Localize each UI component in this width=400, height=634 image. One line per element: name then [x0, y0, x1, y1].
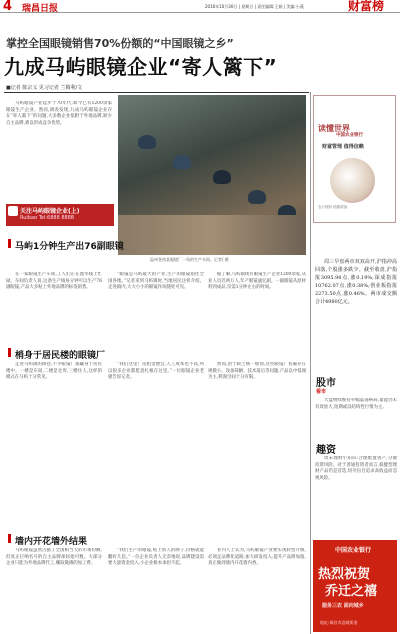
kicker-headline: 掌控全国眼镜销售70%份额的“中国眼镜之乡”	[6, 37, 234, 50]
section-name: 财富榜	[348, 0, 385, 13]
ad-headline-1: 热烈祝贺	[318, 567, 371, 582]
factory-photo	[118, 95, 306, 255]
section-header-misc: 趣资	[316, 445, 336, 456]
subhead-marker	[8, 239, 11, 248]
section-header-stocks: 股市	[316, 378, 336, 389]
bank-logo-text: 中国农业银行	[335, 547, 372, 554]
column-banner-sub: Ruibao Tel:6888 8888	[20, 215, 75, 221]
section-subheader: 看市	[316, 389, 327, 395]
body-column: 马屿眼镜虽然占据了全国相当大的市场份额,但真正打响名号的自主品牌却屈指可数。大部分企业只能为外地品牌代工,赚取微薄的加工费。	[6, 548, 102, 567]
newspaper-icon	[8, 206, 18, 216]
ad-footer: 地址:瑞昌市湓城街道	[320, 620, 358, 625]
column-divider	[310, 92, 311, 634]
divider	[4, 92, 309, 93]
paper-name: 瑞昌日报	[22, 4, 59, 14]
column-banner-title: 关注马屿眼镜企业(上)	[20, 208, 80, 215]
subhead-2: 梢身于居民楼的眼镜厂	[15, 351, 106, 361]
body-column: 在一家眼镜生产车间,工人们正在流水线上忙碌。车间负责人说,这条生产线每分钟可以生产76副眼镜,产品大多贴上外地品牌的标签销售。	[6, 272, 102, 291]
globe-icon	[330, 158, 375, 203]
misc-text: 周末理财小知识:合理配置资产,分散投资风险。对于普通投资者而言,稳健型理财产品仍是首选,切勿盲目追求高收益而忽视风险。	[315, 456, 397, 481]
lead-paragraph: 马屿眼镜产业起步于70年代,如今已有1200余家眼镜生产企业。然而,调查发现,九成马屿眼镜企业存在“寄人篱下”的问题,大多数企业依附于外地品牌,缺少自主品牌,难以形成竞争优势。	[6, 101, 112, 126]
main-headline: 九成马屿眼镜企业“寄人篱下”	[4, 55, 278, 79]
subhead-3: 墙内开花墙外结果	[15, 537, 88, 547]
subhead-marker	[8, 348, 11, 357]
date-line: 2016年10月30日 | 星期日 | 责任编辑:王娟 | 美编:小燕	[205, 4, 304, 9]
body-column: 然而,由于缺乏统一规划,这些眼镜厂普遍存在规模小、设备简陋、技术落后等问题,产品以中低端为主,利润空间十分有限。	[208, 362, 306, 381]
ad-headline-2: 乔迁之禧	[325, 584, 378, 599]
page-number: 4	[3, 0, 13, 14]
masthead	[0, 0, 400, 13]
subhead-1: 马屿1分钟生产出76副眼镜	[15, 242, 124, 252]
ad-slogan: 服务三农 面向城乡	[322, 603, 364, 609]
body-column: 走进马屿镇的街巷,不少眼镜厂都藏身于居民楼中。一楼是车间,二楼是仓库,三楼住人,这样的模式在马屿十分常见。	[6, 362, 102, 381]
photo-caption: 温州苍南某眼镜厂一角的生产车间。记者/ 摄	[150, 257, 229, 262]
ad-bank-name: 中国农业银行	[336, 133, 363, 138]
body-column: “眼镜是马屿最大的产业,生产的眼镜销往全国各地。”记者来到马屿镇时,当地居民这样介绍。走进镇内,大大小小的眼镜作坊随处可见。	[108, 272, 204, 291]
byline: ■记者 陈宗义 见习记者 兰腾利/文	[6, 85, 83, 91]
finance-text: 大盘继续维持窄幅震荡格局,量能仍未有效放大,短期或以结构性行情为主。	[315, 398, 397, 410]
body-column: 业内人士认为,马屿眼镜产业要实现转型升级,必须走品牌化道路,加大研发投入,提升产品附加值,真正做到墙内开花墙内香。	[208, 548, 306, 567]
body-column: “我们生产的眼镜,贴上别人的牌子,价格就能翻好几倍。”一位企业负责人无奈地说,品牌建设需要大量资金投入,小企业根本承担不起。	[108, 548, 204, 567]
ad-main-text: 财富管理 值得信赖	[322, 144, 364, 150]
market-report: 周三早盘两市双双高开,沪指冲高回落,个股涨多跌少。截至收盘,沪指报3095.98点,涨0.19%;深成指报10762.07点,涨0.38%;创业板指报2273.50点,涨0.46%。两市成交额合计4980亿元。	[315, 259, 397, 305]
subhead-marker	[8, 534, 11, 543]
body-column: “我们这里厂房租金便宜,人工成本也不高,所以很多企业都愿意扎根在这里。”一位眼镜企业老板告诉记者。	[108, 362, 204, 381]
body-column: 据了解,马屿镇现有眼镜生产企业1200余家,从业人员近两万人,年产眼镜逾亿副。一副眼镜从原材料到成品,仅需1分钟左右的时间。	[208, 272, 306, 291]
ad-title: 读懂世界	[318, 124, 350, 133]
ad-note: 农行理财 稳健增值	[318, 205, 348, 209]
